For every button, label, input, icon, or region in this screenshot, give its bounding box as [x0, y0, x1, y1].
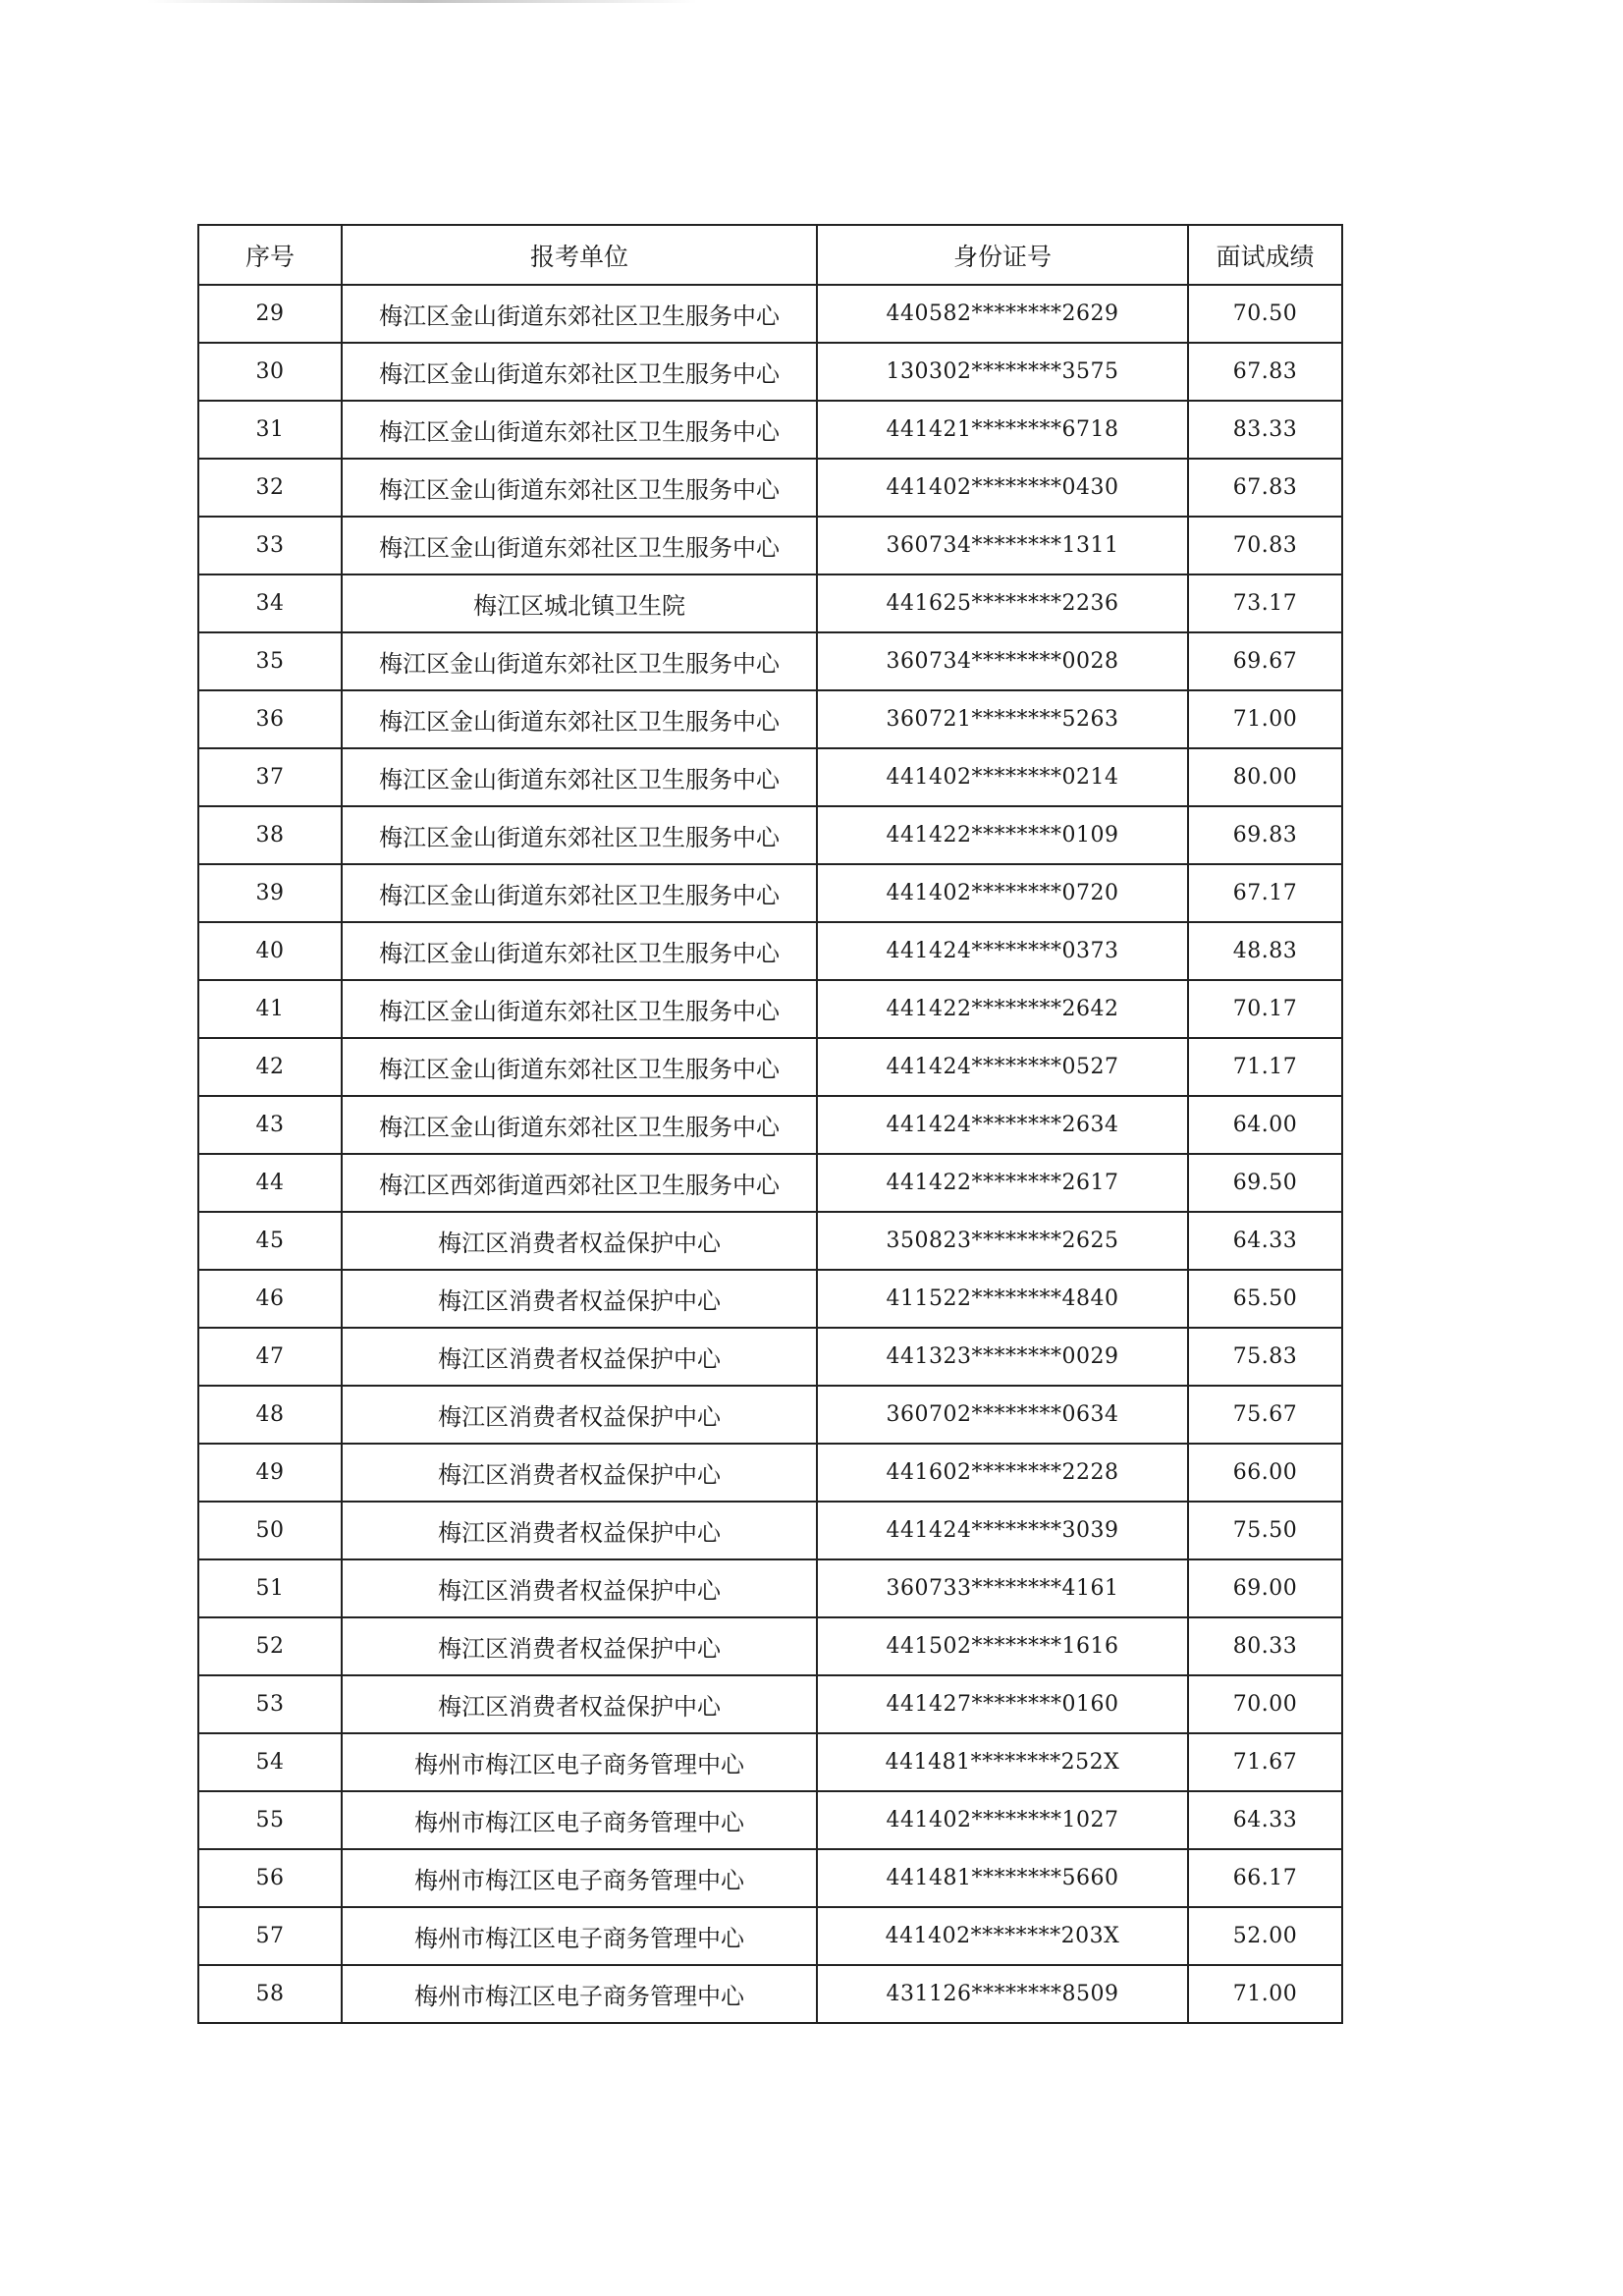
cell-interview-score: 66.00	[1188, 1444, 1342, 1502]
cell-id-number: 441424********0527	[817, 1038, 1188, 1096]
table-row	[198, 1038, 1342, 1096]
cell-unit: 梅江区金山街道东郊社区卫生服务中心	[342, 401, 817, 459]
table-row	[198, 1965, 1342, 2023]
cell-id-number: 441402********203X	[817, 1907, 1188, 1965]
cell-serial-no: 52	[198, 1617, 342, 1675]
table-row	[198, 1791, 1342, 1849]
cell-interview-score: 65.50	[1188, 1270, 1342, 1328]
cell-interview-score: 70.17	[1188, 980, 1342, 1038]
cell-serial-no: 33	[198, 517, 342, 574]
header-unit: 报考单位	[342, 225, 817, 285]
cell-serial-no: 49	[198, 1444, 342, 1502]
cell-unit: 梅江区金山街道东郊社区卫生服务中心	[342, 1038, 817, 1096]
cell-unit: 梅江区城北镇卫生院	[342, 574, 817, 632]
table-row	[198, 632, 1342, 690]
cell-interview-score: 66.17	[1188, 1849, 1342, 1907]
cell-id-number: 441402********1027	[817, 1791, 1188, 1849]
cell-serial-no: 43	[198, 1096, 342, 1154]
cell-unit: 梅江区消费者权益保护中心	[342, 1328, 817, 1386]
cell-unit: 梅州市梅江区电子商务管理中心	[342, 1849, 817, 1907]
cell-id-number: 360702********0634	[817, 1386, 1188, 1444]
table-row	[198, 343, 1342, 401]
cell-unit: 梅江区金山街道东郊社区卫生服务中心	[342, 285, 817, 343]
cell-serial-no: 47	[198, 1328, 342, 1386]
cell-id-number: 441422********0109	[817, 806, 1188, 864]
score-table-container	[197, 224, 1343, 2024]
cell-serial-no: 55	[198, 1791, 342, 1849]
cell-unit: 梅州市梅江区电子商务管理中心	[342, 1733, 817, 1791]
cell-id-number: 440582********2629	[817, 285, 1188, 343]
cell-serial-no: 57	[198, 1907, 342, 1965]
cell-interview-score: 70.00	[1188, 1675, 1342, 1733]
cell-serial-no: 48	[198, 1386, 342, 1444]
cell-unit: 梅江区消费者权益保护中心	[342, 1270, 817, 1328]
cell-unit: 梅江区消费者权益保护中心	[342, 1386, 817, 1444]
cell-serial-no: 50	[198, 1502, 342, 1559]
cell-serial-no: 35	[198, 632, 342, 690]
cell-unit: 梅江区金山街道东郊社区卫生服务中心	[342, 517, 817, 574]
cell-id-number: 411522********4840	[817, 1270, 1188, 1328]
table-row	[198, 1270, 1342, 1328]
cell-unit: 梅江区消费者权益保护中心	[342, 1559, 817, 1617]
table-row	[198, 285, 1342, 343]
cell-interview-score: 73.17	[1188, 574, 1342, 632]
cell-id-number: 441402********0214	[817, 748, 1188, 806]
cell-id-number: 360733********4161	[817, 1559, 1188, 1617]
cell-interview-score: 67.17	[1188, 864, 1342, 922]
table-row	[198, 1096, 1342, 1154]
cell-serial-no: 40	[198, 922, 342, 980]
cell-serial-no: 42	[198, 1038, 342, 1096]
cell-id-number: 441402********0430	[817, 459, 1188, 517]
cell-unit: 梅江区金山街道东郊社区卫生服务中心	[342, 343, 817, 401]
table-row	[198, 1733, 1342, 1791]
cell-interview-score: 70.50	[1188, 285, 1342, 343]
cell-unit: 梅江区金山街道东郊社区卫生服务中心	[342, 690, 817, 748]
cell-id-number: 431126********8509	[817, 1965, 1188, 2023]
cell-unit: 梅江区金山街道东郊社区卫生服务中心	[342, 1096, 817, 1154]
table-row	[198, 1328, 1342, 1386]
cell-id-number: 350823********2625	[817, 1212, 1188, 1270]
cell-id-number: 441402********0720	[817, 864, 1188, 922]
table-row	[198, 401, 1342, 459]
cell-id-number: 441481********5660	[817, 1849, 1188, 1907]
cell-id-number: 441421********6718	[817, 401, 1188, 459]
cell-unit: 梅江区金山街道东郊社区卫生服务中心	[342, 922, 817, 980]
cell-serial-no: 51	[198, 1559, 342, 1617]
table-header-row	[198, 225, 1342, 285]
cell-interview-score: 70.83	[1188, 517, 1342, 574]
table-row	[198, 806, 1342, 864]
cell-id-number: 441424********3039	[817, 1502, 1188, 1559]
cell-interview-score: 80.00	[1188, 748, 1342, 806]
cell-serial-no: 39	[198, 864, 342, 922]
table-row	[198, 1444, 1342, 1502]
cell-id-number: 441422********2617	[817, 1154, 1188, 1212]
cell-serial-no: 53	[198, 1675, 342, 1733]
cell-interview-score: 83.33	[1188, 401, 1342, 459]
table-row	[198, 1907, 1342, 1965]
scan-edge-mark	[147, 0, 697, 3]
table-row	[198, 864, 1342, 922]
cell-interview-score: 48.83	[1188, 922, 1342, 980]
table-row	[198, 1502, 1342, 1559]
table-row	[198, 459, 1342, 517]
cell-unit: 梅江区消费者权益保护中心	[342, 1617, 817, 1675]
cell-unit: 梅江区金山街道东郊社区卫生服务中心	[342, 864, 817, 922]
table-row	[198, 690, 1342, 748]
cell-id-number: 441502********1616	[817, 1617, 1188, 1675]
cell-interview-score: 71.67	[1188, 1733, 1342, 1791]
cell-unit: 梅江区西郊街道西郊社区卫生服务中心	[342, 1154, 817, 1212]
cell-unit: 梅江区金山街道东郊社区卫生服务中心	[342, 459, 817, 517]
table-row	[198, 1617, 1342, 1675]
table-row	[198, 980, 1342, 1038]
cell-interview-score: 71.00	[1188, 690, 1342, 748]
header-interview-score: 面试成绩	[1188, 225, 1342, 285]
cell-interview-score: 75.83	[1188, 1328, 1342, 1386]
cell-serial-no: 38	[198, 806, 342, 864]
cell-serial-no: 37	[198, 748, 342, 806]
header-serial-no: 序号	[198, 225, 342, 285]
cell-interview-score: 80.33	[1188, 1617, 1342, 1675]
table-row	[198, 574, 1342, 632]
table-row	[198, 1675, 1342, 1733]
table-row	[198, 748, 1342, 806]
cell-serial-no: 41	[198, 980, 342, 1038]
cell-id-number: 130302********3575	[817, 343, 1188, 401]
cell-interview-score: 69.67	[1188, 632, 1342, 690]
header-id-number: 身份证号	[817, 225, 1188, 285]
cell-id-number: 441323********0029	[817, 1328, 1188, 1386]
cell-interview-score: 64.33	[1188, 1791, 1342, 1849]
cell-serial-no: 29	[198, 285, 342, 343]
cell-serial-no: 36	[198, 690, 342, 748]
cell-interview-score: 69.00	[1188, 1559, 1342, 1617]
cell-id-number: 441481********252X	[817, 1733, 1188, 1791]
cell-unit: 梅江区金山街道东郊社区卫生服务中心	[342, 748, 817, 806]
cell-unit: 梅江区消费者权益保护中心	[342, 1444, 817, 1502]
cell-serial-no: 45	[198, 1212, 342, 1270]
table-row	[198, 1212, 1342, 1270]
cell-id-number: 441424********0373	[817, 922, 1188, 980]
cell-serial-no: 30	[198, 343, 342, 401]
cell-unit: 梅江区消费者权益保护中心	[342, 1502, 817, 1559]
cell-id-number: 360734********0028	[817, 632, 1188, 690]
cell-unit: 梅江区消费者权益保护中心	[342, 1675, 817, 1733]
cell-serial-no: 46	[198, 1270, 342, 1328]
cell-interview-score: 69.50	[1188, 1154, 1342, 1212]
cell-interview-score: 71.00	[1188, 1965, 1342, 2023]
cell-interview-score: 52.00	[1188, 1907, 1342, 1965]
cell-interview-score: 67.83	[1188, 343, 1342, 401]
cell-unit: 梅州市梅江区电子商务管理中心	[342, 1907, 817, 1965]
cell-interview-score: 64.33	[1188, 1212, 1342, 1270]
cell-unit: 梅江区金山街道东郊社区卫生服务中心	[342, 632, 817, 690]
cell-interview-score: 71.17	[1188, 1038, 1342, 1096]
cell-id-number: 441427********0160	[817, 1675, 1188, 1733]
table-row	[198, 1154, 1342, 1212]
cell-unit: 梅州市梅江区电子商务管理中心	[342, 1965, 817, 2023]
table-row	[198, 1386, 1342, 1444]
table-body	[198, 285, 1342, 2023]
cell-interview-score: 75.67	[1188, 1386, 1342, 1444]
table-row	[198, 1849, 1342, 1907]
cell-unit: 梅江区金山街道东郊社区卫生服务中心	[342, 980, 817, 1038]
cell-serial-no: 32	[198, 459, 342, 517]
cell-serial-no: 34	[198, 574, 342, 632]
cell-id-number: 441602********2228	[817, 1444, 1188, 1502]
table-row	[198, 517, 1342, 574]
cell-unit: 梅江区消费者权益保护中心	[342, 1212, 817, 1270]
cell-id-number: 441424********2634	[817, 1096, 1188, 1154]
cell-id-number: 360734********1311	[817, 517, 1188, 574]
cell-interview-score: 75.50	[1188, 1502, 1342, 1559]
cell-id-number: 441422********2642	[817, 980, 1188, 1038]
cell-interview-score: 67.83	[1188, 459, 1342, 517]
cell-serial-no: 56	[198, 1849, 342, 1907]
cell-serial-no: 31	[198, 401, 342, 459]
cell-serial-no: 44	[198, 1154, 342, 1212]
cell-id-number: 441625********2236	[817, 574, 1188, 632]
cell-id-number: 360721********5263	[817, 690, 1188, 748]
cell-serial-no: 58	[198, 1965, 342, 2023]
cell-unit: 梅州市梅江区电子商务管理中心	[342, 1791, 817, 1849]
interview-score-table	[197, 224, 1343, 2024]
table-row	[198, 922, 1342, 980]
cell-unit: 梅江区金山街道东郊社区卫生服务中心	[342, 806, 817, 864]
cell-interview-score: 69.83	[1188, 806, 1342, 864]
cell-serial-no: 54	[198, 1733, 342, 1791]
table-row	[198, 1559, 1342, 1617]
cell-interview-score: 64.00	[1188, 1096, 1342, 1154]
